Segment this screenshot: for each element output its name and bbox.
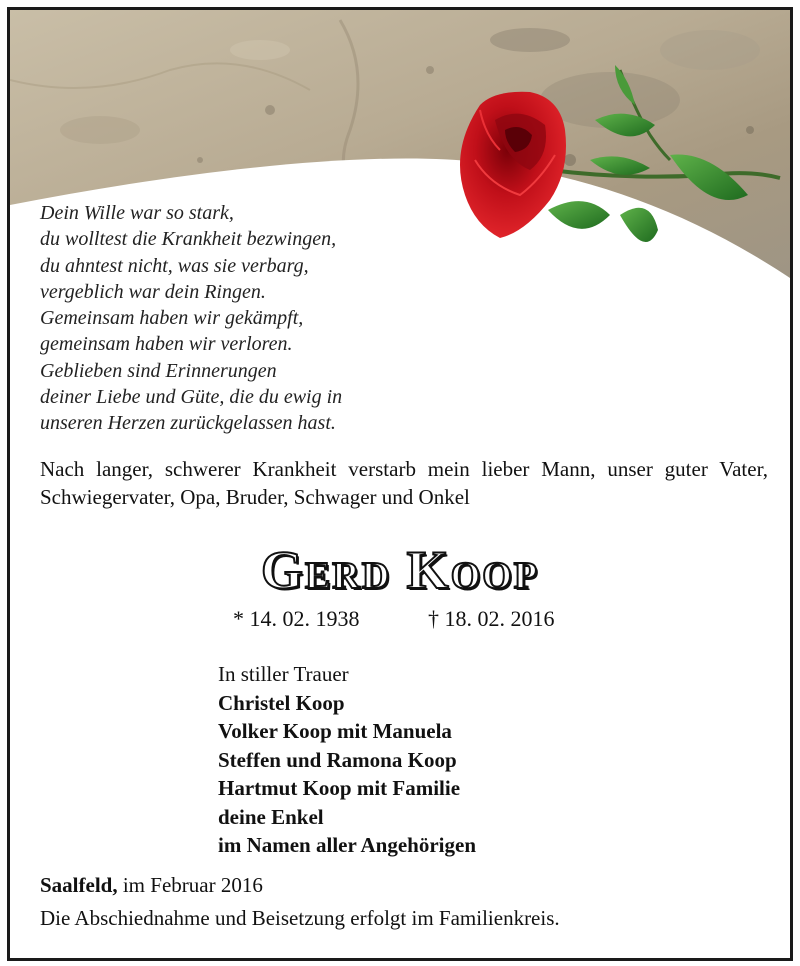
place-date: im Februar 2016 xyxy=(122,873,263,897)
poem-line: gemeinsam haben wir verloren. xyxy=(40,333,293,356)
poem-line: Dein Wille war so stark, xyxy=(40,202,234,224)
mourner-name: Hartmut Koop mit Familie xyxy=(218,776,461,800)
poem xyxy=(40,200,342,437)
place-city: Saalfeld, xyxy=(40,873,118,897)
poem-line: deiner Liebe und Güte, die du ewig in xyxy=(40,386,343,409)
birth-date: * 14. 02. 1938 xyxy=(233,606,360,631)
poem-line: vergeblich war dein Ringen. xyxy=(40,280,266,303)
place-date-line xyxy=(40,871,263,899)
death-date: † 18. 02. 2016 xyxy=(428,606,555,631)
poem-line: Gemeinsam haben wir gekämpft, xyxy=(40,307,304,330)
mourner-name: Volker Koop mit Manuela xyxy=(218,719,452,743)
mourner-name: Steffen und Ramona Koop xyxy=(218,747,457,772)
deceased-name: Gerd Koop xyxy=(260,540,540,600)
mourner-name: im Namen aller Angehörigen xyxy=(218,833,477,857)
obituary-notice xyxy=(7,7,793,961)
mourners-block xyxy=(218,660,476,860)
mourner-name: Christel Koop xyxy=(218,690,345,715)
funeral-note: Die Abschiednahme und Beisetzung erfolgt im Familienkreis. xyxy=(40,906,560,930)
mourners-heading: In stiller Trauer xyxy=(218,662,349,686)
poem-line: Geblieben sind Erinnerungen xyxy=(40,359,277,382)
poem-line: du wolltest die Krankheit bezwingen, xyxy=(40,228,337,251)
mourner-name: deine Enkel xyxy=(218,804,324,829)
intro-text: Nach langer, schwerer Krankheit verstarb mein lieber Mann, unser guter Vater, Schwiegervater, Opa, Bruder, Schwager und Onkel xyxy=(40,457,768,509)
poem-line: du ahntest nicht, was sie verbarg, xyxy=(40,254,309,277)
poem-line: unseren Herzen zurückgelassen hast. xyxy=(40,412,336,435)
